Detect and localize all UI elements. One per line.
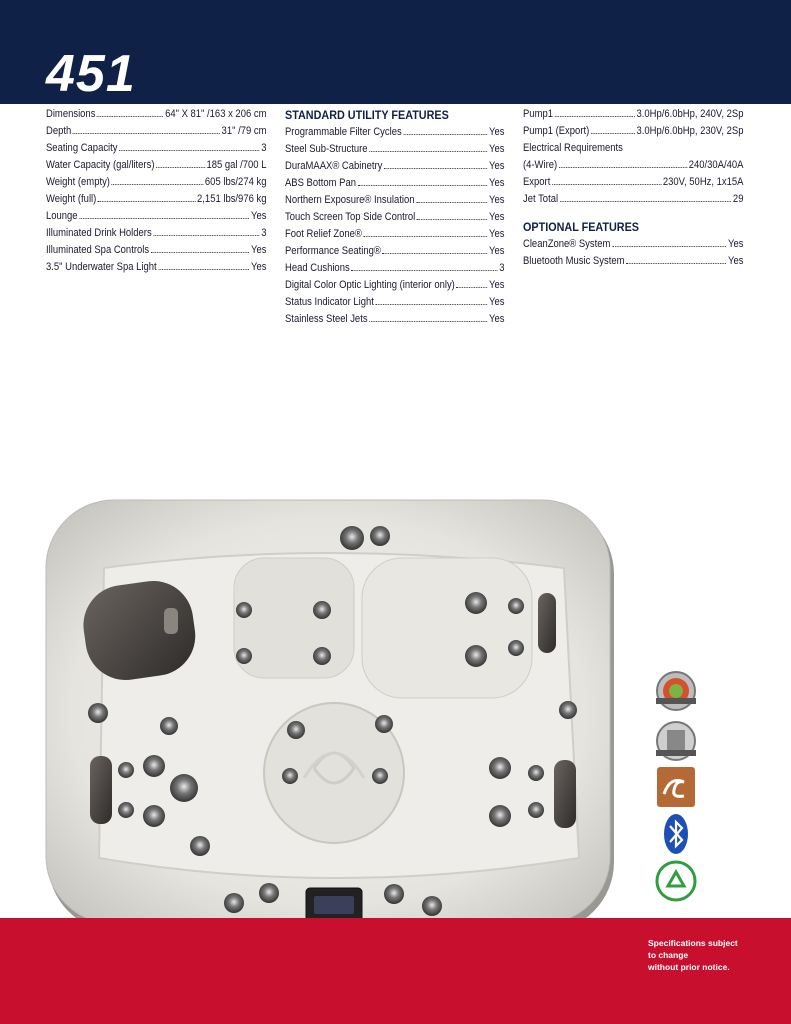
spec-label: Pump1 (523, 108, 553, 120)
spec-label: Lounge (46, 210, 78, 222)
spec-value: 3.0Hp/6.0bHp, 230V, 2Sp (636, 125, 744, 137)
bluetooth-icon (650, 811, 702, 857)
spec-row (523, 106, 743, 123)
spec-row (523, 157, 743, 174)
spec-row (285, 192, 504, 209)
hot-tub-top-view-image (44, 498, 618, 936)
spec-row (46, 259, 266, 276)
dot-leader (417, 209, 487, 220)
spec-label: Dimensions (46, 108, 96, 120)
spec-row (523, 191, 743, 208)
dot-leader (416, 192, 487, 203)
spec-label: Electrical Requirements (523, 142, 623, 154)
spec-label: Pump1 (Export) (523, 125, 590, 137)
spec-row (46, 242, 266, 259)
spec-value: 185 gal /700 L (206, 159, 267, 171)
recycle-icon (650, 858, 702, 904)
dot-leader (457, 277, 488, 288)
specs-column (46, 106, 267, 276)
dot-leader (358, 175, 488, 186)
spec-value: 31" /79 cm (221, 125, 267, 137)
spec-label: Performance Seating® (285, 245, 381, 257)
spec-value: Yes (489, 245, 505, 257)
spec-label: (4-Wire) (523, 159, 558, 171)
spec-value: Yes (489, 211, 505, 223)
spec-row (46, 208, 266, 225)
spec-value: Yes (489, 313, 505, 325)
dot-leader (112, 174, 204, 185)
spec-label: Status Indicator Light (285, 296, 374, 308)
spec-label: Export (523, 176, 551, 188)
spec-value: Yes (728, 238, 744, 250)
spec-row (285, 226, 504, 243)
dot-leader (79, 208, 249, 219)
spec-label: Water Capacity (gal/liters) (46, 159, 155, 171)
dot-leader (156, 157, 205, 168)
spec-label: Weight (empty) (46, 176, 110, 188)
dot-leader (158, 259, 249, 270)
spec-value: 230V, 50Hz, 1x15A (662, 176, 744, 188)
spec-row (46, 140, 266, 157)
spec-label: Digital Color Optic Lighting (interior only) (285, 279, 455, 291)
spec-value: 3 (499, 262, 505, 274)
dot-leader (626, 253, 726, 264)
spec-value: Yes (489, 143, 505, 155)
dot-leader (591, 123, 635, 134)
spec-label: Jet Total (523, 193, 559, 205)
spec-label: Seating Capacity (46, 142, 118, 154)
spec-row (285, 175, 504, 192)
dot-leader (403, 124, 487, 135)
spec-label: ABS Bottom Pan (285, 177, 356, 189)
spec-label: Steel Sub-Structure (285, 143, 368, 155)
spec-row (46, 225, 266, 242)
award-silver-medal-icon (650, 718, 702, 764)
dot-leader (555, 106, 635, 117)
spec-label: 3.5" Underwater Spa Light (46, 261, 157, 273)
spec-value: Yes (251, 210, 267, 222)
dot-leader (153, 225, 259, 236)
spec-value: 64" X 81" /163 x 206 cm (165, 108, 267, 120)
spec-label: Bluetooth Music System (523, 255, 625, 267)
spec-row (285, 209, 504, 226)
electrical-column (523, 106, 744, 270)
spec-label: Programmable Filter Cycles (285, 126, 402, 138)
spec-label: Stainless Steel Jets (285, 313, 368, 325)
dot-leader (351, 260, 497, 271)
spec-row (523, 174, 743, 191)
spec-value: Yes (489, 296, 505, 308)
spec-label: DuraMAAX® Cabinetry (285, 160, 383, 172)
spec-label: Touch Screen Top Side Control (285, 211, 416, 223)
dot-leader (98, 191, 195, 202)
spec-value: 2,151 lbs/976 kg (197, 193, 267, 205)
spec-label: Illuminated Drink Holders (46, 227, 152, 239)
spec-value: Yes (489, 177, 505, 189)
wave-logo-icon (650, 764, 702, 810)
dot-leader (612, 236, 726, 247)
spec-value: Yes (489, 228, 505, 240)
award-medal-icon (650, 668, 702, 714)
dot-leader (552, 174, 661, 185)
spec-row (46, 174, 266, 191)
spec-row (285, 243, 504, 260)
spec-label: Foot Relief Zone® (285, 228, 362, 240)
spec-row (523, 236, 743, 253)
dot-leader (559, 157, 687, 168)
spec-row (46, 191, 266, 208)
spec-row (285, 260, 504, 277)
dot-leader (73, 123, 220, 134)
electrical-requirements-label (523, 140, 743, 157)
dot-leader (97, 106, 163, 117)
spec-value: Yes (251, 244, 267, 256)
spec-value: Yes (489, 126, 505, 138)
dot-leader (364, 226, 488, 237)
spec-value: 3 (261, 227, 267, 239)
spec-value: Yes (728, 255, 744, 267)
spec-row (285, 124, 504, 141)
spec-value: Yes (489, 194, 505, 206)
spec-row (285, 277, 504, 294)
spec-value: Yes (489, 160, 505, 172)
disclaimer-text: Specifications subject to change without prior notice. (648, 938, 738, 972)
spec-label: Depth (46, 125, 72, 137)
dot-leader (384, 158, 487, 169)
spec-value: 3 (261, 142, 267, 154)
dot-leader (560, 191, 731, 202)
section-heading: STANDARD UTILITY FEATURES (285, 108, 449, 122)
spec-label: Weight (full) (46, 193, 97, 205)
spec-row (523, 123, 743, 140)
spec-value: 29 (732, 193, 744, 205)
spec-row (46, 157, 266, 174)
dot-leader (376, 294, 488, 305)
spec-label: Head Cushions (285, 262, 350, 274)
spec-row (46, 106, 266, 123)
spec-value: 605 lbs/274 kg (204, 176, 267, 188)
dot-leader (119, 140, 259, 151)
spec-row (285, 294, 504, 311)
model-number: 451 (46, 45, 136, 103)
spec-label: CleanZone® System (523, 238, 611, 250)
spec-row (46, 123, 266, 140)
spec-row (523, 253, 743, 270)
spec-label: Illuminated Spa Controls (46, 244, 150, 256)
spec-row (285, 141, 504, 158)
standard-features-column (285, 106, 505, 328)
spec-row (285, 311, 504, 328)
section-heading: OPTIONAL FEATURES (523, 220, 640, 234)
spec-value: Yes (251, 261, 267, 273)
dot-leader (383, 243, 488, 254)
dot-leader (369, 311, 487, 322)
spec-value: Yes (489, 279, 505, 291)
spacer (523, 208, 744, 218)
spec-value: 240/30A/40A (688, 159, 744, 171)
dot-leader (151, 242, 250, 253)
spec-label: Northern Exposure® Insulation (285, 194, 415, 206)
spec-value: 3.0Hp/6.0bHp, 240V, 2Sp (636, 108, 744, 120)
spec-row (285, 158, 504, 175)
dot-leader (369, 141, 487, 152)
